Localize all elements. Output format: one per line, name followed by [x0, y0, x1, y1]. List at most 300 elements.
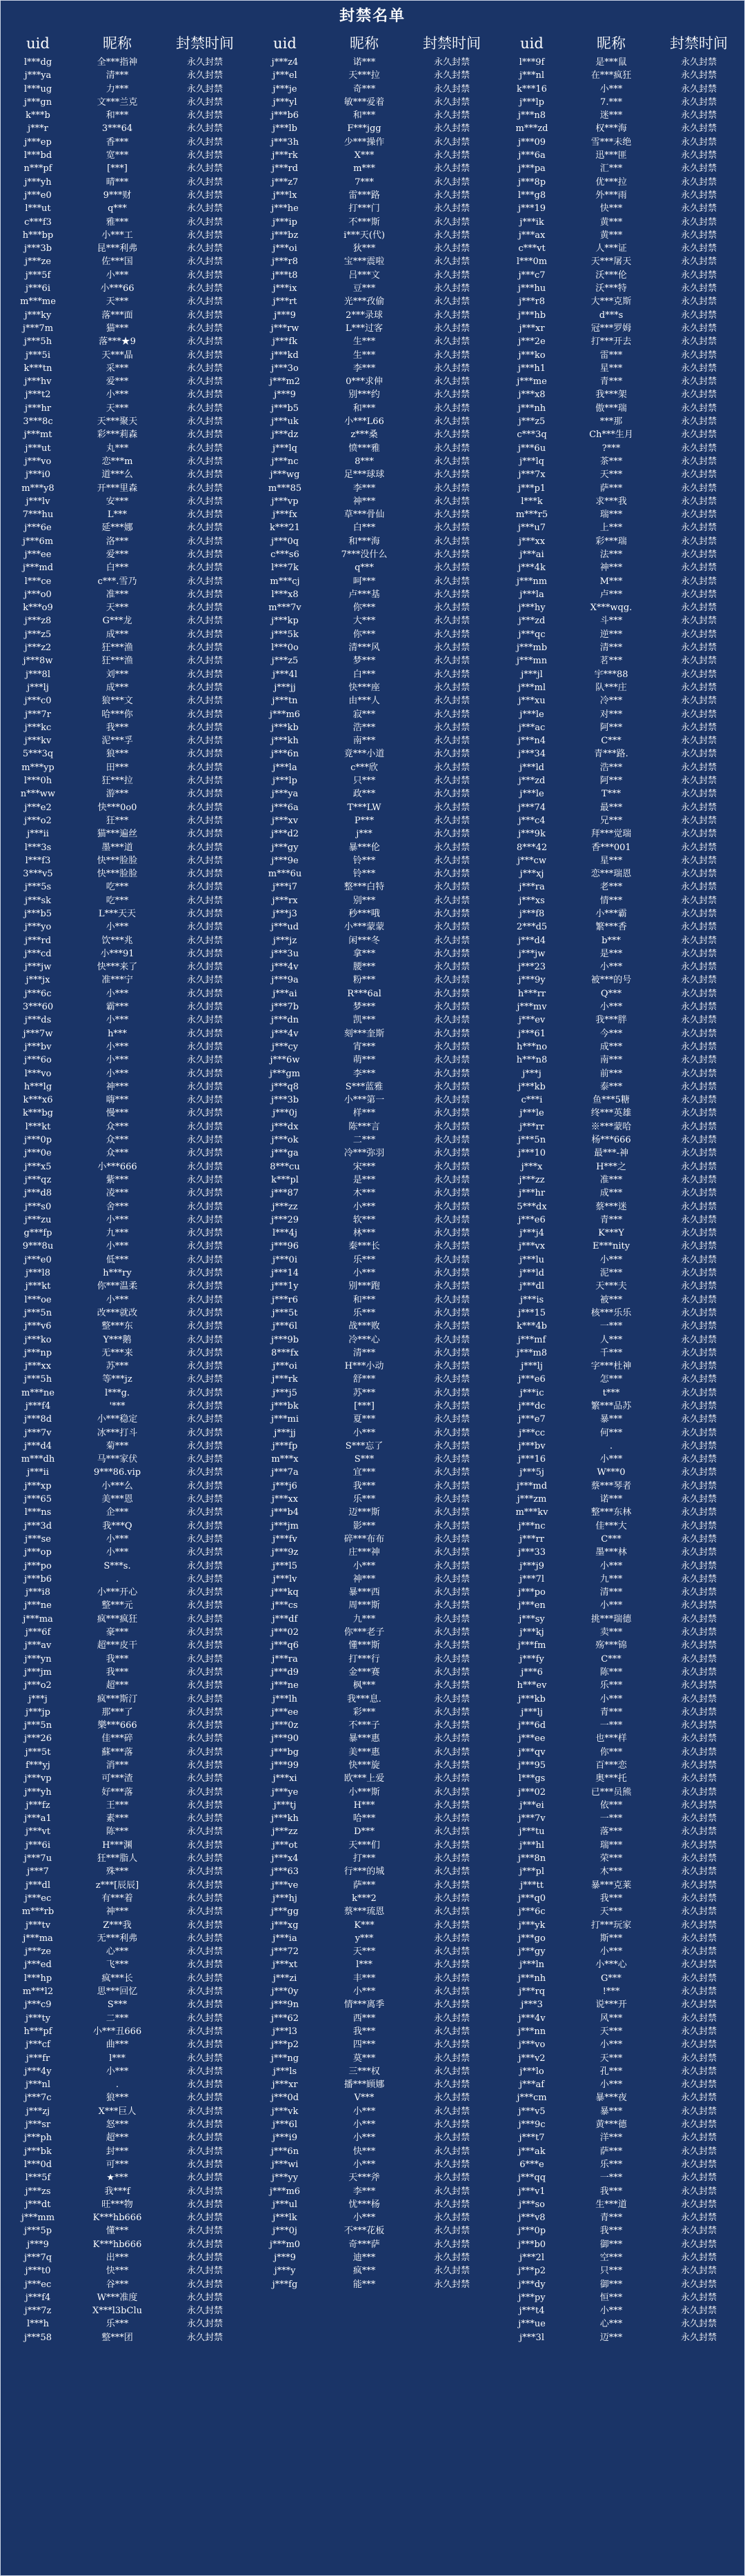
row-uid: l***0h [23, 776, 52, 787]
row-nickname: 暴***西 [348, 1587, 380, 1598]
row-ban-time: 永久封禁 [680, 163, 717, 174]
table-row [496, 1094, 743, 1107]
row-ban-time: 永久封禁 [186, 1893, 223, 1904]
table-row [2, 801, 249, 814]
row-ban-time: 永久封禁 [186, 855, 223, 866]
row-nickname: 蘇***落 [101, 1747, 133, 1758]
row-ban-time: 永久封禁 [680, 470, 717, 481]
row-nickname: 西*** [352, 2013, 376, 2024]
row-ban-time: 永久封禁 [680, 1587, 717, 1598]
row-uid: j***87 [270, 1188, 299, 1199]
table-row [2, 694, 249, 707]
table-row [2, 2012, 249, 2025]
row-nickname: 白*** [352, 523, 376, 534]
row-uid: j***x4 [271, 1853, 299, 1864]
row-uid: j***sy [519, 1613, 545, 1624]
row-ban-time: 永久封禁 [680, 1613, 717, 1624]
row-ban-time: 永久封禁 [680, 1068, 717, 1079]
row-uid: j***mv [517, 1002, 547, 1013]
row-ban-time: 永久封禁 [186, 217, 223, 228]
row-uid: j***q0 [517, 1893, 546, 1904]
row-uid: j***6n [270, 2146, 299, 2157]
row-nickname: 天*** [599, 2026, 623, 2037]
row-ban-time: 永久封禁 [680, 1680, 717, 1691]
row-nickname: 草***骨仙 [344, 510, 385, 521]
row-nickname: 美***惠 [348, 1747, 380, 1758]
table-row [496, 867, 743, 881]
row-ban-time: 永久封禁 [433, 576, 470, 587]
row-uid: j***q8 [270, 1081, 299, 1092]
row-nickname: 小*** [352, 2213, 376, 2224]
row-nickname: 我*** [106, 1667, 129, 1678]
row-uid: j***bk [24, 2146, 52, 2157]
row-nickname: 清***风 [348, 643, 380, 654]
row-ban-time: 永久封禁 [680, 150, 717, 161]
row-ban-time: 永久封禁 [680, 2133, 717, 2144]
row-uid: h***rr [517, 988, 546, 999]
row-nickname: 御*** [599, 2279, 623, 2290]
table-row [496, 1599, 743, 1612]
row-ban-time: 永久封禁 [186, 549, 223, 560]
table-row [496, 2118, 743, 2131]
table-row [2, 428, 249, 441]
row-ban-time: 永久封禁 [680, 776, 717, 787]
row-nickname: 丸*** [106, 443, 129, 454]
row-nickname: 汇*** [599, 163, 623, 174]
table-row [249, 1466, 496, 1479]
row-nickname: 小*** [106, 1068, 129, 1079]
row-ban-time: 永久封禁 [433, 163, 470, 174]
table-row [249, 1400, 496, 1413]
row-ban-time: 永久封禁 [433, 829, 470, 840]
row-nickname: 整***东 [101, 1321, 133, 1332]
row-uid: l***9f [519, 57, 545, 68]
row-uid: j***62 [270, 2013, 299, 2024]
table-row [249, 1307, 496, 1320]
row-nickname: 谷*** [106, 2279, 129, 2290]
row-ban-time: 永久封禁 [680, 1507, 717, 1518]
row-nickname: 由***人 [348, 696, 380, 707]
row-nickname: 天*** [106, 603, 129, 614]
row-nickname: Y***鹅 [103, 1334, 132, 1345]
table-row [249, 1586, 496, 1599]
row-nickname: q*** [108, 203, 127, 214]
row-uid: j***d8 [23, 1188, 52, 1199]
row-ban-time: 永久封禁 [680, 70, 717, 81]
row-uid: 5***3q [22, 749, 54, 760]
row-nickname: 软*** [352, 1214, 376, 1225]
header-ban-time: 封禁时间 [176, 35, 234, 52]
row-uid: j***po [24, 1560, 52, 1571]
row-ban-time: 永久封禁 [433, 603, 470, 614]
table-row [2, 2025, 249, 2038]
table-row [249, 694, 496, 707]
row-nickname: 快***座 [348, 682, 380, 693]
table-row [496, 1014, 743, 1027]
row-uid: j***3o [271, 363, 299, 374]
row-uid: j***9 [27, 2239, 49, 2250]
row-uid: m***dh [21, 1454, 55, 1465]
table-row [2, 1932, 249, 1945]
table-row [496, 56, 743, 69]
row-uid: j***yk [518, 1920, 546, 1931]
row-nickname: 封*** [106, 2146, 129, 2157]
table-row [496, 1240, 743, 1253]
row-uid: l***f3 [25, 855, 51, 866]
table-row [2, 575, 249, 588]
table-row [249, 1599, 496, 1612]
row-ban-time: 永久封禁 [186, 1228, 223, 1239]
row-uid: j***9e [271, 855, 299, 866]
row-uid: j***kt [25, 1281, 51, 1292]
row-nickname: 乐*** [352, 1307, 376, 1318]
table-row [249, 136, 496, 149]
row-uid: k***21 [270, 523, 300, 534]
row-ban-time: 永久封禁 [680, 1347, 717, 1358]
row-nickname: 7.*** [600, 97, 622, 108]
row-uid: j***j [28, 1693, 48, 1704]
row-ban-time: 永久封禁 [186, 1733, 223, 1744]
row-uid: j***lq [272, 443, 297, 454]
row-ban-time: 永久封禁 [186, 536, 223, 547]
header-uid: uid [26, 35, 50, 52]
row-uid: j***x [521, 1161, 543, 1172]
table-row [2, 774, 249, 787]
row-uid: j***kq [271, 1587, 299, 1598]
table-row [496, 1107, 743, 1120]
row-uid: j***9z [271, 1547, 299, 1558]
row-nickname: 金***赛 [348, 1667, 380, 1678]
row-nickname: F***jgg [347, 123, 381, 134]
row-nickname: 宋*** [352, 1161, 376, 1172]
row-uid: j***sk [24, 895, 52, 906]
row-uid: m***yp [21, 762, 54, 773]
table-row [249, 229, 496, 242]
row-ban-time: 永久封禁 [680, 1161, 717, 1172]
row-uid: j***j5 [272, 1387, 297, 1398]
row-nickname: 清*** [599, 1587, 623, 1598]
row-nickname: 小*** [106, 1214, 129, 1225]
row-nickname: 恋***m [101, 456, 133, 467]
table-row [2, 335, 249, 348]
row-uid: j***7u [23, 1853, 52, 1864]
row-uid: j***df [272, 1613, 298, 1624]
table-row [2, 136, 249, 149]
row-nickname: 准*** [106, 589, 129, 600]
row-uid: j***zu [24, 1214, 52, 1225]
row-ban-time: 永久封禁 [433, 190, 470, 201]
row-nickname: 枫*** [352, 1680, 376, 1691]
row-ban-time: 永久封禁 [680, 376, 717, 388]
table-row [2, 2131, 249, 2144]
row-ban-time: 永久封禁 [433, 656, 470, 667]
row-uid: j***61 [517, 1028, 546, 1039]
row-nickname: 小***66 [100, 283, 135, 294]
table-row [249, 814, 496, 827]
table-row [2, 1187, 249, 1200]
row-ban-time: 永久封禁 [433, 895, 470, 906]
row-ban-time: 永久封禁 [186, 2093, 223, 2104]
row-uid: j***qc [518, 629, 546, 640]
row-ban-time: 永久封禁 [680, 1241, 717, 1252]
row-uid: l***gs [518, 1773, 546, 1784]
row-nickname: 不***子 [348, 1720, 380, 1731]
row-ban-time: 永久封禁 [680, 922, 717, 933]
row-nickname: 雪***未绝 [590, 137, 632, 148]
row-ban-time: 永久封禁 [680, 1920, 717, 1931]
table-row [2, 2118, 249, 2131]
row-nickname: 消*** [106, 1760, 129, 1771]
table-row [249, 1799, 496, 1812]
row-nickname: 迈*** [599, 2332, 623, 2343]
table-row [249, 628, 496, 641]
table-row [496, 2198, 743, 2211]
table-row [496, 801, 743, 814]
table-row [496, 1387, 743, 1400]
row-ban-time: 永久封禁 [433, 1680, 470, 1691]
row-uid: j***go [518, 1933, 546, 1944]
row-nickname: 愤***雅 [348, 443, 380, 454]
table-row [249, 176, 496, 189]
table-row [249, 1280, 496, 1293]
row-uid: 5***dx [517, 1201, 547, 1212]
table-row [496, 1958, 743, 1971]
row-nickname: 怎*** [599, 1374, 623, 1385]
table-row [496, 1573, 743, 1586]
row-ban-time: 永久封禁 [433, 2040, 470, 2051]
row-uid: j***fv [272, 1533, 297, 1544]
row-nickname: 诺*** [599, 1494, 623, 1505]
table-row [2, 601, 249, 614]
row-uid: j***ko [24, 1334, 52, 1345]
row-uid: j***63 [270, 1866, 299, 1878]
page-title: 封禁名单 [339, 7, 406, 25]
table-row [2, 1852, 249, 1865]
row-nickname: 荣*** [599, 1853, 623, 1864]
row-nickname: 也***样 [595, 1733, 627, 1744]
row-uid: j***ot [272, 1840, 298, 1851]
row-uid: h***ev [517, 1680, 547, 1691]
row-uid: j***34 [517, 749, 546, 760]
row-uid: j***lq [519, 456, 544, 467]
row-uid: j***le [519, 1108, 544, 1119]
row-nickname: 清*** [106, 70, 129, 81]
row-nickname: 丰*** [352, 1973, 376, 1984]
table-row [496, 1759, 743, 1772]
row-uid: j***3h [270, 137, 299, 148]
row-nickname: 你*** [352, 603, 376, 614]
row-ban-time: 永久封禁 [433, 2080, 470, 2091]
row-ban-time: 永久封禁 [680, 363, 717, 374]
row-uid: j***ic [519, 1387, 544, 1398]
row-uid: j***jx [26, 975, 50, 986]
row-uid: j***j6 [272, 1480, 297, 1491]
table-row [496, 521, 743, 534]
row-ban-time: 永久封禁 [433, 2199, 470, 2210]
table-row [2, 1985, 249, 1998]
row-ban-time: 永久封禁 [433, 1161, 470, 1172]
row-uid: j***6n [270, 749, 299, 760]
row-uid: j***pl [519, 1866, 544, 1878]
table-row [496, 1533, 743, 1546]
row-nickname: 打***玩家 [590, 1920, 632, 1931]
column-header [249, 31, 496, 56]
row-ban-time: 永久封禁 [433, 842, 470, 853]
table-row [496, 2291, 743, 2304]
row-ban-time: 永久封禁 [433, 736, 470, 747]
table-row [496, 495, 743, 508]
row-uid: j***v2 [518, 2053, 546, 2064]
row-nickname: 我***息. [347, 1693, 381, 1704]
row-ban-time: 永久封禁 [186, 576, 223, 587]
row-uid: j***7r [24, 709, 52, 720]
table-row [2, 561, 249, 574]
row-nickname: 宜*** [352, 1467, 376, 1478]
row-nickname: 恋***瑞恩 [590, 869, 632, 880]
table-row [2, 282, 249, 295]
table-row [249, 1879, 496, 1892]
row-ban-time: 永久封禁 [680, 1081, 717, 1092]
row-uid: m***zd [515, 123, 548, 134]
table-row [2, 1307, 249, 1320]
row-ban-time: 永久封禁 [680, 256, 717, 268]
row-uid: j***dz [271, 430, 299, 441]
row-nickname: 瑞*** [599, 510, 623, 521]
row-nickname: 7***没什么 [341, 549, 388, 560]
row-ban-time: 永久封禁 [680, 722, 717, 733]
table-row [249, 322, 496, 335]
row-nickname: 李*** [352, 1068, 376, 1079]
row-ban-time: 永久封禁 [433, 1055, 470, 1066]
table-row [249, 1719, 496, 1732]
row-nickname: 超*** [106, 2133, 129, 2144]
row-uid: j***29 [270, 1214, 299, 1225]
row-uid: j***ec [24, 1893, 52, 1904]
table-row [496, 1719, 743, 1732]
row-ban-time: 永久封禁 [186, 1055, 223, 1066]
table-row [2, 1586, 249, 1599]
table-row [249, 2198, 496, 2211]
row-uid: j***6i [26, 1840, 50, 1851]
table-row [249, 920, 496, 934]
row-ban-time: 永久封禁 [433, 1733, 470, 1744]
table-row [2, 2158, 249, 2171]
row-uid: j***1y [271, 1281, 299, 1292]
row-ban-time: 永久封禁 [680, 1973, 717, 1984]
row-uid: j***b5 [23, 909, 52, 919]
row-nickname: 延***娜 [101, 523, 133, 534]
table-row [496, 1905, 743, 1918]
row-uid: j***i7 [272, 882, 297, 893]
row-ban-time: 永久封禁 [433, 110, 470, 121]
row-uid: j***a1 [24, 1813, 52, 1824]
row-ban-time: 永久封禁 [433, 909, 470, 919]
row-ban-time: 永久封禁 [186, 1307, 223, 1318]
row-nickname: 不***斯 [348, 217, 380, 228]
row-nickname: 九*** [599, 1573, 623, 1584]
row-uid: j***bg [270, 1747, 299, 1758]
row-ban-time: 永久封禁 [186, 1400, 223, 1411]
row-ban-time: 永久封禁 [433, 2266, 470, 2277]
row-nickname: G*** [601, 1973, 622, 1984]
header-nickname: 昵称 [103, 35, 132, 52]
row-nickname: 你*** [352, 629, 376, 640]
row-ban-time: 永久封禁 [433, 1374, 470, 1385]
row-ban-time: 永久封禁 [433, 403, 470, 414]
header-ban-time: 封禁时间 [670, 35, 728, 52]
row-nickname: 闲***冬 [348, 935, 380, 946]
table-row [2, 2291, 249, 2304]
row-nickname: q*** [355, 563, 374, 574]
row-uid: j***rw [270, 323, 299, 334]
row-nickname: 我*** [352, 1480, 376, 1491]
row-ban-time: 永久封禁 [186, 1108, 223, 1119]
table-row [496, 1347, 743, 1360]
row-nickname: 白*** [106, 563, 129, 574]
row-nickname: 青*** [599, 1214, 623, 1225]
table-row [2, 442, 249, 455]
row-ban-time: 永久封禁 [433, 749, 470, 760]
table-row [496, 907, 743, 920]
row-ban-time: 永久封禁 [433, 2159, 470, 2170]
table-row [249, 1080, 496, 1094]
table-row [2, 521, 249, 534]
row-nickname: 和*** [352, 110, 376, 121]
row-ban-time: 永久封禁 [433, 456, 470, 467]
row-uid: j***jj [274, 682, 296, 693]
table-row [2, 2304, 249, 2317]
table-row [249, 2078, 496, 2091]
row-ban-time: 永久封禁 [433, 536, 470, 547]
table-row [496, 1466, 743, 1479]
table-row [496, 654, 743, 667]
row-uid: j***o2 [24, 815, 52, 826]
table-row [2, 1480, 249, 1493]
row-uid: j***bv [518, 1440, 546, 1451]
table-row [496, 1666, 743, 1679]
row-ban-time: 永久封禁 [186, 137, 223, 148]
row-uid: j***vx [518, 1241, 546, 1252]
row-uid: j***kb [518, 1693, 546, 1704]
row-uid: j***rk [272, 1374, 298, 1385]
table-row [249, 1985, 496, 1998]
row-uid: m***l2 [22, 1986, 54, 1998]
table-row [2, 1054, 249, 1067]
row-nickname: 浩*** [352, 722, 376, 733]
row-uid: j***lo [519, 2066, 544, 2077]
table-row [496, 827, 743, 841]
row-ban-time: 永久封禁 [433, 1640, 470, 1651]
row-nickname: 秦***长 [348, 1241, 380, 1252]
row-uid: j***l5 [272, 1560, 297, 1571]
row-nickname: 别***跑 [348, 1281, 380, 1292]
row-nickname: l***g. [104, 1387, 130, 1398]
row-uid: j***6l [272, 2120, 297, 2131]
row-nickname: 打*** [352, 1853, 376, 1864]
row-nickname: 道***么 [101, 470, 133, 481]
row-nickname: 夏*** [352, 1414, 376, 1425]
table-row [2, 495, 249, 508]
row-ban-time: 永久封禁 [433, 1560, 470, 1571]
table-row [249, 2185, 496, 2198]
table-row [2, 2078, 249, 2091]
row-uid: j***ma [23, 1613, 53, 1624]
row-ban-time: 永久封禁 [433, 2146, 470, 2157]
row-ban-time: 永久封禁 [186, 762, 223, 773]
table-row [2, 109, 249, 122]
row-nickname: 天*** [599, 1906, 623, 1918]
row-nickname: 小*** [106, 1241, 129, 1252]
